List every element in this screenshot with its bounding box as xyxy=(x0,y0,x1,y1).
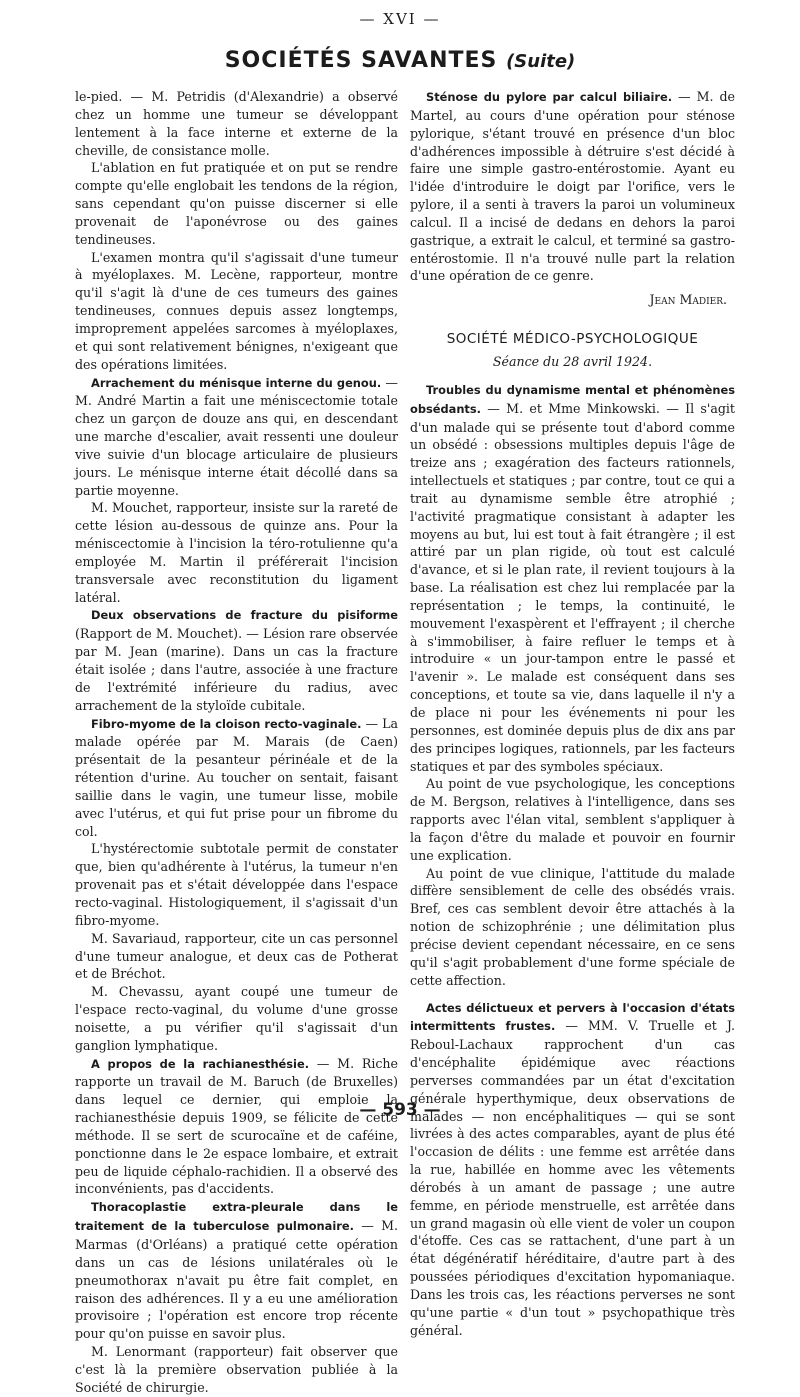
session-date: Séance du 28 avril 1924. xyxy=(492,353,653,369)
entry-heading: Actes délictueux et pervers à l'occasion d'états intermittents frustes. xyxy=(410,1000,735,1034)
entry-heading: A propos de la rachianesthésie. xyxy=(91,1056,310,1071)
entry-body: (Rapport de M. Mouchet). — Lésion rare observée par M. Jean (marine). Dans un cas la fracture était isolée ; dans l'autre, associée à une fracture de l'extrémité inférieure du radius, avec arrachement de la styloïde cubitale. xyxy=(75,626,398,713)
paragraph: L'ablation en fut pratiquée et on put se rendre compte qu'elle englobait les tendons de la région, sans cependant qu'on puisse discerner si elle provenait de l'aponévrose ou des gaines tendineuses. xyxy=(75,160,398,247)
entry-body: — MM. V. Truelle et J. Reboul-Lachaux rapprochent d'un cas d'encéphalite épidémique avec réactions perverses commandées par un état d'excitation générale hyperthymique, deux observations de malades — non encéphalitiques — qui se sont livrées à des actes comparables, ayant de plus été l'occasion de délits : une femme est arrêtée dans la rue, habillée en homme avec les vêtements dérobés à un amant de passage ; une autre femme, en période menstruelle, est arrêtée dans un grand magasin où elle vient de voler un coupon d'étoffe. Ces cas se rattachent, d'une part à un état dégénératif héréditaire, d'autre part à des poussées périodiques d'excitation hypomaniaque. Dans les trois cas, les réactions perverses ne sont qu'une partie « d'un tout » psychopathique très général. xyxy=(410,1018,735,1338)
entry-pisiforme xyxy=(75,606,398,714)
paragraph: L'examen montra qu'il s'agissait d'une tumeur à myéloplaxes. M. Lecène, rapporteur, montre qu'il s'agit là d'une de ces tumeurs des gaines tendineuses, connues depuis assez longtemps, improprement appelées sarcomes à myéloplaxes, et qui sont relativement bénignes, n'exigeant que des opérations limitées. xyxy=(75,249,398,372)
entry-heading: Troubles du dynamisme mental et phénomènes obsédants. xyxy=(410,382,735,416)
author-signature: Jean Madier. xyxy=(649,292,727,308)
entry-meniscus xyxy=(75,374,398,500)
section-title xyxy=(0,48,800,73)
paragraph: Au point de vue clinique, l'attitude du malade diffère sensiblement de celle des obsédés vrais. Bref, ces cas semblent devoir être attachés à la notion de schizophrénie ; une délimitation plus précise devient cependant nécessaire, en ce sens qu'il s'agit probablement d'une forme spéciale de cette affection. xyxy=(410,865,735,988)
page-number: — 593 — xyxy=(359,1100,441,1120)
entry-body: — M. Marmas (d'Orléans) a pratiqué cette opération dans un cas de lésions unilatérales où le pneumothorax n'avait pu être fait complet, en raison des adhérences. Il y a eu une amélioration provisoire ; l'opération est encore trop récente pour qu'on puisse en savoir plus. xyxy=(75,1218,399,1342)
right-column xyxy=(410,88,735,1340)
entry-body: — M. et Mme Minkowski. — Il s'agit d'un malade qui se présente tout d'abord comme un obsédé : obsessions multiples depuis l'âge de treize ans ; exagération des facteurs rationnels, intellectuels et statiques ; par contre, tout ce qui a trait au dynamisme semble être atrophié ; l'activité pragmatique consistant à adapter les moyens au but, lui est tout à fait étrangère ; il est attiré par un plan rigide, où tout est calculé d'avance, et si le plan rate, il revient toujours à la base. La réalisation est chez lui remplacée par la représentation ; le temps, la continuité, le mouvement l'exaspèrent et l'effrayent ; il cherche à s'immobiliser, à faire refluer le temps et à introduire « un jour-tampon entre le passé et l'avenir ». Le malade est conséquent dans ses conceptions, et toute sa vie, dans laquelle il n'y a de place ni pour les événements ni pour les personnes, est dominée depuis plus de dix ans par des principes logiques, rationnels, par les facteurs statiques et par des symboles spéciaux. xyxy=(410,400,735,774)
entry-fibromyome xyxy=(75,715,398,841)
society-heading: SOCIÉTÉ MÉDICO-PSYCHOLOGIQUE xyxy=(446,331,699,348)
entry-body: — M. André Martin a fait une méniscectomie totale chez un garçon de douze ans qui, en descendant une marche d'escalier, avait ressenti une douleur vive suivie d'un blocage articulaire de plusieurs jours. Le ménisque interne était décollé dans sa partie moyenne. xyxy=(75,374,398,498)
page-roman-numeral: — XVI — xyxy=(359,10,441,28)
paragraph: M. Lenormant (rapporteur) fait observer que c'est là la première observation publiée à la Société de chirurgie. xyxy=(75,1344,398,1395)
left-column xyxy=(75,88,398,1397)
entry-heading: Fibro-myome de la cloison recto-vaginale. xyxy=(91,716,362,731)
entry-dynamisme xyxy=(410,381,735,776)
entry-rachianesthesie xyxy=(75,1055,398,1199)
entry-body: — M. Riche rapporte un travail de M. Baruch (de Bruxelles) dans lequel ce dernier, qui emploie la rachianesthésie depuis 1909, se félicite de cette méthode. Il se sert de scurocaïne et de caféine, ponctionne dans le 2e espace lombaire, et extrait peu de liquide céphalo-rachidien. Il a observé des inconvénients, pas d'accidents. xyxy=(75,1055,398,1197)
entry-heading: Thoracoplastie extra-pleurale dans le traitement de la tuberculose pulmonaire. xyxy=(75,1200,398,1234)
paragraph: M. Savariaud, rapporteur, cite un cas personnel d'une tumeur analogue, et deux cas de Potherat et de Bréchot. xyxy=(75,930,398,982)
section-title-suite: (Suite) xyxy=(506,51,576,72)
entry-thoracoplastie xyxy=(75,1198,398,1343)
entry-body: — M. de Martel, au cours d'une opération pour sténose pylorique, s'étant trouvé en présence d'un bloc d'adhérences impossible à détruire s'est décidé à faire une simple gastro-entérostomie. Ayant eu l'idée d'introduire le doigt par l'orifice, vers le pylore, il a senti à travers la paroi un volumineux calcul. Il a incisé de dedans en dehors la paroi gastrique, a extrait le calcul, et terminé sa gastro-entérostomie. Il n'a trouvé nulle part la relation d'une opération de ce genre. xyxy=(410,89,735,284)
paragraph: Au point de vue psychologique, les conceptions de M. Bergson, relatives à l'intelligence, dans ses rapports avec l'élan vital, semblent s'appliquer à la façon d'être du malade et pouvoir en fournir une explication. xyxy=(410,776,735,863)
paragraph: le-pied. — M. Petridis (d'Alexandrie) a observé chez un homme une tumeur se développant lentement à la face interne et externe de la cheville, de consistance molle. xyxy=(75,89,398,158)
entry-stenose xyxy=(410,88,735,285)
paragraph: M. Mouchet, rapporteur, insiste sur la rareté de cette lésion au-dessous de quinze ans. Pour la méniscectomie à l'incision la téro-rotulienne qu'a employée M. Martin il préférerait l'incision transversale avec reconstitution du ligament latéral. xyxy=(75,500,398,605)
paragraph: M. Chevassu, ayant coupé une tumeur de l'espace recto-vaginal, du volume d'une grosse noisette, a pu vérifier qu'il s'agissait d'un ganglion lymphatique. xyxy=(75,984,398,1053)
section-title-text: SOCIÉTÉS SAVANTES xyxy=(224,48,498,73)
entry-heading: Sténose du pylore par calcul biliaire. xyxy=(426,90,673,104)
entry-heading: Arrachement du ménisque interne du genou. xyxy=(91,375,382,390)
entry-body: — La malade opérée par M. Marais (de Caen) présentait de la pesanteur périnéale et de la rétention d'urine. Au toucher on sentait, faisant saillie dans le vagin, une tumeur lisse, mobile avec l'utérus, et qui fut prise pour un fibrome du col. xyxy=(75,715,398,839)
entry-actes xyxy=(410,999,735,1340)
spacer xyxy=(410,990,735,999)
entry-heading: Deux observations de fracture du pisiforme xyxy=(91,608,398,623)
paragraph: L'hystérectomie subtotale permit de constater que, bien qu'adhérente à l'utérus, la tumeur n'en provenait pas et s'était développée dans l'espace recto-vaginal. Histologiquement, il s'agissait d'un fibro-myome. xyxy=(75,841,398,928)
